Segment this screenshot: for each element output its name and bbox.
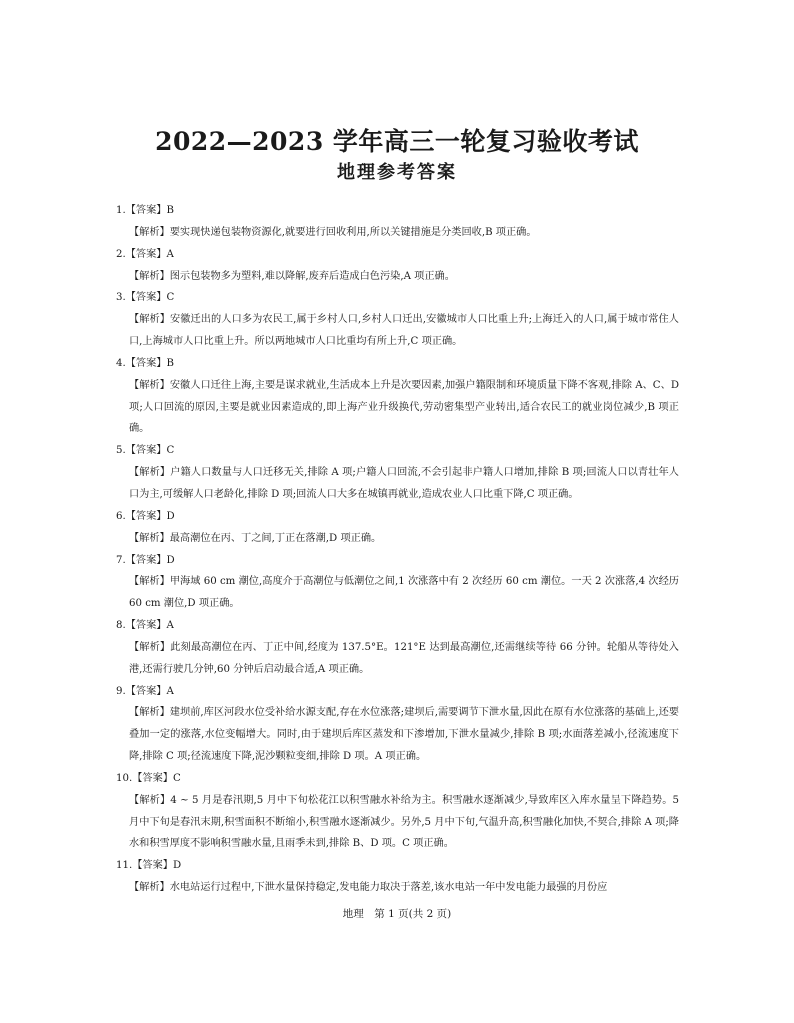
- answer-label: 11.【答案】D: [116, 860, 182, 872]
- answer-item-5: [116, 440, 679, 506]
- explanation-text: 【解析】水电站运行过程中,下泄水量保持稳定,发电能力取决于落差,该水电站一年中发电能力最强的月份应: [129, 882, 608, 894]
- answer-label: 6.【答案】D: [116, 510, 175, 522]
- answer-label: 9.【答案】A: [116, 685, 174, 697]
- explanation-text: 【解析】安徽迁出的人口多为农民工,属于乡村人口,乡村人口迁出,安徽城市人口比重上升;上海迁入的人口,属于城市常住人口,上海城市人口比重上升。所以两地城市人口比重均有所上升,C 项正确。: [129, 314, 679, 348]
- answer-label: 4.【答案】B: [116, 357, 174, 369]
- answer-item-10: [116, 768, 679, 855]
- answer-item-2: [116, 244, 679, 288]
- explanation-text: 【解析】安徽人口迁往上海,主要是谋求就业,生活成本上升是次要因素,加强户籍限制和环境质量下降不客观,排除 A、C、D 项;人口回流的原因,主要是就业因素造成的,即上海产业升级换代,劳动密集型产业转出,适合农民工的就业岗位减少,B 项正确。: [129, 379, 679, 435]
- answer-list: [116, 200, 679, 899]
- answer-label: 7.【答案】D: [116, 554, 175, 566]
- page-title: 2022—2023 学年高三一轮复习验收考试: [155, 127, 639, 156]
- explanation-text: 【解析】最高潮位在丙、丁之间,丁正在落潮,D 项正确。: [129, 532, 382, 544]
- answer-item-6: [116, 506, 679, 550]
- explanation-text: 【解析】图示包装物多为塑料,难以降解,废弃后造成白色污染,A 项正确。: [129, 270, 455, 282]
- explanation-text: 【解析】户籍人口数量与人口迁移无关,排除 A 项;户籍人口回流,不会引起非户籍人口增加,排除 B 项;回流人口以青壮年人口为主,可缓解人口老龄化,排除 D 项;回流人口大多在城镇再就业,造成农业人口比重下降,C 项正确。: [129, 467, 679, 500]
- page-footer: 地理 第 1 页(共 2 页): [342, 908, 452, 920]
- answer-item-8: [116, 615, 679, 681]
- answer-label: 3.【答案】C: [116, 292, 175, 304]
- page-subtitle: 地理参考答案: [337, 162, 457, 183]
- answer-label: 8.【答案】A: [116, 620, 174, 632]
- answer-label: 2.【答案】A: [116, 248, 174, 260]
- answer-label: 5.【答案】C: [116, 445, 175, 457]
- answer-item-7: [116, 550, 679, 616]
- answer-item-3: [116, 287, 679, 353]
- answer-item-9: [116, 681, 679, 768]
- explanation-text: 【解析】要实现快递包装物资源化,就要进行回收利用,所以关键措施是分类回收,B 项正确。: [129, 226, 537, 238]
- answer-item-11: [116, 855, 679, 899]
- answer-item-4: [116, 353, 679, 440]
- answer-label: 10.【答案】C: [116, 772, 181, 784]
- explanation-text: 【解析】建坝前,库区河段水位受补给水源支配,存在水位涨落;建坝后,需要调节下泄水量,因此在原有水位涨落的基础上,还要叠加一定的涨落,水位变幅增大。同时,由于建坝后库区蒸发和下渗增加,下泄水量减少,排除 B 项;水面落差减小,径流速度下降,排除 C 项;径流速度下降,泥沙颗粒变细,排除 D 项。A 项正确。: [129, 707, 679, 763]
- explanation-text: 【解析】此刻最高潮位在丙、丁正中间,经度为 137.5°E。121°E 达到最高潮位,还需继续等待 66 分钟。轮船从等待处入港,还需行驶几分钟,60 分钟后启动最合适,A 项正确。: [129, 641, 679, 675]
- explanation-text: 【解析】甲海域 60 cm 潮位,高度介于高潮位与低潮位之间,1 次涨落中有 2 次经历 60 cm 潮位。一天 2 次涨落,4 次经历 60 cm 潮位,D 项正确。: [129, 576, 679, 610]
- answer-item-1: [116, 200, 679, 244]
- explanation-text: 【解析】4 ~ 5 月是春汛期,5 月中下旬松花江以积雪融水补给为主。积雪融水逐渐减少,导致库区入库水量呈下降趋势。5 月中下旬是春汛末期,积雪面积不断缩小,积雪融水逐渐减少。另外,5 月中下旬,气温升高,积雪融化加快,不契合,排除 A 项;降水和积雪厚度不影响积雪融水量,且雨季未到,排除 B、D 项。C 项正确。: [129, 794, 679, 850]
- answer-label: 1.【答案】B: [116, 205, 174, 216]
